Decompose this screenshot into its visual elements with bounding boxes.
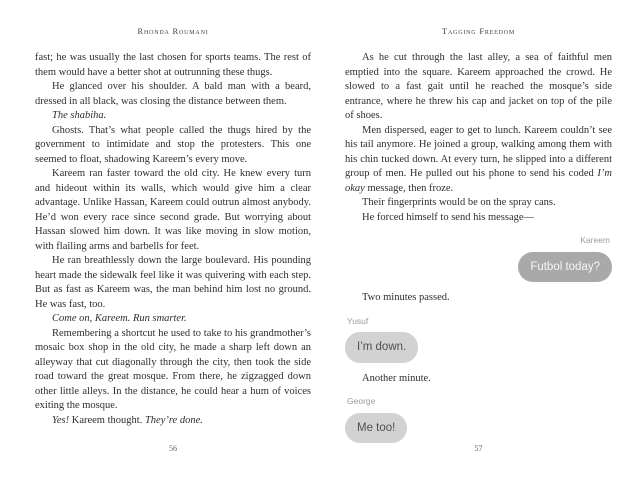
running-header-author: Rhonda Roumani [137,26,209,36]
body-paragraph [35,109,311,124]
text-run: As he cut through the last alley, a sea of faithful men emptied into the square. Kareem approached the crowd. He slowed to a fast gait until he reached the mosque’s side entrance, where he threw his cap and jacket on top of the pile of shoes. [345,52,612,121]
body-paragraph [35,167,311,254]
chat-message [345,394,612,443]
page-number: 57 [474,444,483,453]
text-run: Remembering a shortcut he used to take to his grandmother’s mosaic box shop in the old city, he made a sharp left down an alleyway that cut diagonally through the city, then took the side road toward the great mosque. From there, he zigzagged down other little alleys. In the distance, he could hear a hum of voices exiting the mosque. [35,327,311,411]
running-header-title: Tagging Freedom [441,26,516,36]
page-number: 56 [169,444,177,453]
body-paragraph [345,196,612,211]
body-paragraph [345,124,612,197]
body-paragraph [345,211,612,226]
text-run: He forced himself to send his message— [362,211,535,223]
italic-text-run: The shabiha. [52,110,107,121]
body-paragraph [35,80,311,109]
right-page-body [345,51,612,452]
text-run: message, then froze. [364,182,454,194]
italic-text-run: Yes! [52,414,70,426]
text-run: Another minute. [362,372,431,384]
chat-message [345,233,612,282]
chat-message [345,314,612,363]
left-page [35,0,311,480]
body-paragraph [35,327,311,414]
text-run: Ghosts. That’s what people called the thugs hired by the government to intimidate and stop the protesters. This one seemed to float, shadowing Kareem’s every move. [35,124,311,165]
italic-text-run: Come on, Kareem. Run smarter. [52,313,187,324]
right-page [345,0,612,480]
italic-text-run: They’re done. [144,414,203,426]
chat-bubble: Me too! [345,413,407,444]
text-run: fast; he was usually the last chosen for sports teams. The rest of them would have a better shot at outrunning these thugs. [35,52,311,78]
body-paragraph [345,372,612,387]
italic-text-run: I’m okay [345,168,612,194]
chat-sender-name: George [347,396,376,406]
chat-sender-name: Yusuf [347,315,369,326]
body-paragraph [35,414,311,429]
text-run: He ran breathlessly down the large boulevard. His pounding heart made the sidewalk feel like it was quivering with each step. But as fast as Kareem was, the man behind him lost no ground. He was fast, too. [35,255,311,310]
body-paragraph [35,51,311,80]
body-paragraph [345,291,612,306]
text-run: Kareem thought. [69,414,145,426]
chat-bubble: Futbol today? [518,252,612,283]
left-page-body [35,51,311,428]
body-paragraph [345,51,612,124]
text-run: Men dispersed, eager to get to lunch. Kareem couldn’t see his tail anymore. He joined a group, walking among them with his chin tucked down. At every turn, he slipped into a different group of men. He pulled out his phone to send his coded [345,124,612,179]
chat-bubble: I’m down. [345,332,418,363]
body-paragraph [35,312,311,327]
text-run: He glanced over his shoulder. A bald man with a beard, dressed in all black, was closing the distance between them. [35,81,311,107]
body-paragraph [35,254,311,312]
body-paragraph [35,124,311,168]
chat-sender-name: Kareem [580,235,610,245]
text-run: Two minutes passed. [362,292,450,303]
text-run: Their fingerprints would be on the spray cans. [362,197,556,208]
text-run: Kareem ran faster toward the old city. He knew every turn and hideout within its walls, which would give him a clear advantage. Unlike Hassan, Kareem could outrun almost anybody. He’d won every race since second grade. But worrying about Hassan slowed him down. It was like moving in slow motion, with flailing arms and barbells for feet. [35,168,311,252]
